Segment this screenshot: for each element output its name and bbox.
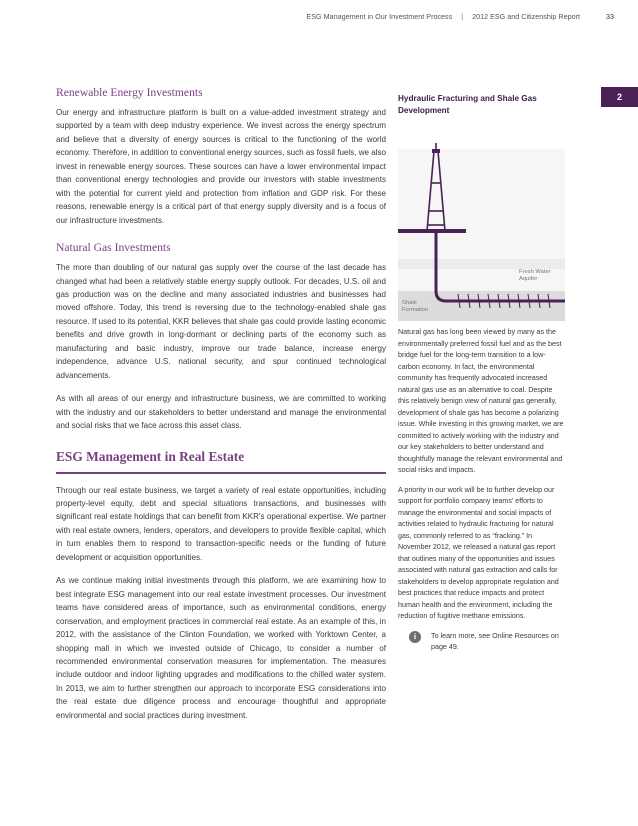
sidebar-paragraph-2: A priority in our work will be to further develop our support for portfolio company teams' efforts to manage the environmental and social impacts of activities related to hydraulic fracturing for natural gas, commonly referred to as “fracking.” In November 2012, we released a natural gas report that outlines many of the opportunities and issues associated with natural gas extraction and calls for stakeholders to develop appropriate regulation and best practices that reduce impacts and protect human health and the environment, including the reduction of fugitive methane emissions.: [398, 485, 559, 620]
shale-label: Shale Formation: [402, 300, 429, 313]
fracking-diagram: [398, 121, 565, 321]
page-header: [306, 12, 614, 21]
sidebar-paragraph-1: Natural gas has long been viewed by many as the environmentally preferred fossil fuel and as the best bridge fuel for the long-term transition to a low-carbon economy. In fact, the environmental community has frequently advocated increased natural gas use as an alternative to coal. Despite this relatively benign view of natural gas generally, development of shale gas has become a polarizing issue. While investing in this growing market, we are committed to actively working with the industry and our key stakeholders to better understand and thoughtfully manage the relevant environmental and social risks and impacts.: [398, 328, 564, 474]
section-tab: 2: [601, 87, 638, 107]
natural-gas-paragraph-1: The more than doubling of our natural gas supply over the course of the last decade has changed what had been a relatively stable energy supply outlook. For decades, U.S. oil and gas production was on the decline and many associated industries and businesses had moved offshore. Today, this trend is reversing due to the technology-enabled shale gas resource. If used to its potential, KKR believes that shale gas could provide lasting economic benefits and drive growth in long-dormant or declining parts of the economy such as manufacturing and basic industry, improve our trade balance, increase energy independence, advance U.S. national security, and spur continued technological advancements.: [56, 263, 386, 380]
renewable-paragraph: Our energy and infrastructure platform is built on a value-added investment strategy and supported by a team with deep industry experience. We invest across the energy spectrum and believe that a diversity of energy sources is critical to the functioning of the world economy. Therefore, in addition to conventional energy sources, such as fossil fuels, we also invest in renewable energy sources. These sources can have a lower environmental impact than conventional energy technologies and provide our investors with stable investments with the potential for current yield and protection from inflation and GDP risk. For these reasons, renewable energy is a critical part of that energy supply diversity and is a focus of our infrastructure investments.: [56, 108, 386, 225]
sidebar: [398, 93, 565, 654]
natural-gas-heading: Natural Gas Investments: [56, 241, 171, 255]
renewable-heading: Renewable Energy Investments: [56, 86, 203, 99]
real-estate-heading: ESG Management in Real Estate: [56, 448, 245, 464]
real-estate-paragraph-1: Through our real estate business, we target a variety of real estate opportunities, including property-level equity, debt and special situations transactions, and businesses with significant real estate holdings that can benefit from KKR's operational expertise. We partner with real estate owners, lenders, operators, and developers to provide flexible capital, which in turn enables them to respond to transaction-specific needs or the funding of future development or acquisition opportunities.: [56, 485, 386, 562]
page-number: 33: [606, 12, 614, 21]
header-section: ESG Management in Our Investment Process: [306, 12, 453, 21]
learn-more-text: To learn more, see Online Resources on page 49.: [431, 631, 559, 651]
natural-gas-paragraph-2: As with all areas of our energy and infrastructure business, we are committed to working with the industry and our stakeholders to better understand and manage the environmental and social risks that we face across this asset class.: [56, 394, 386, 431]
learn-more-note: [398, 631, 565, 654]
header-separator: |: [461, 12, 464, 21]
sidebar-title: Hydraulic Fracturing and Shale Gas Development: [398, 94, 537, 115]
fracking-diagram-graphic: [398, 121, 565, 321]
header-report: 2012 ESG and Citizenship Report: [472, 12, 580, 21]
heading-rule: [56, 472, 386, 474]
aquifer-label: Fresh Water Aquifer: [519, 269, 551, 282]
info-icon: i: [409, 631, 421, 643]
main-column: [56, 86, 386, 732]
real-estate-paragraph-2: As we continue making initial investments through this platform, we are examining how to best integrate ESG management into our real estate investment processes. Our investment teams have considered areas of importance, such as environmental conditions, energy conservation, and employment practices in commercial real estate. As an example of this, in 2012, with the assistance of the Clinton Foundation, we worked with Yorktown Center, a shopping mall in which we invested outside of Chicago, to consider a number of recommended environmental conservation measures for implementation. The measures include outdoor and indoor lighting upgrades and modifications to the chilled water system. In 2013, we aim to further strengthen our approach to incorporate ESG considerations into the real estate due diligence process and encourage thoughtful and appropriate environmental and social practices during investment.: [56, 576, 386, 720]
